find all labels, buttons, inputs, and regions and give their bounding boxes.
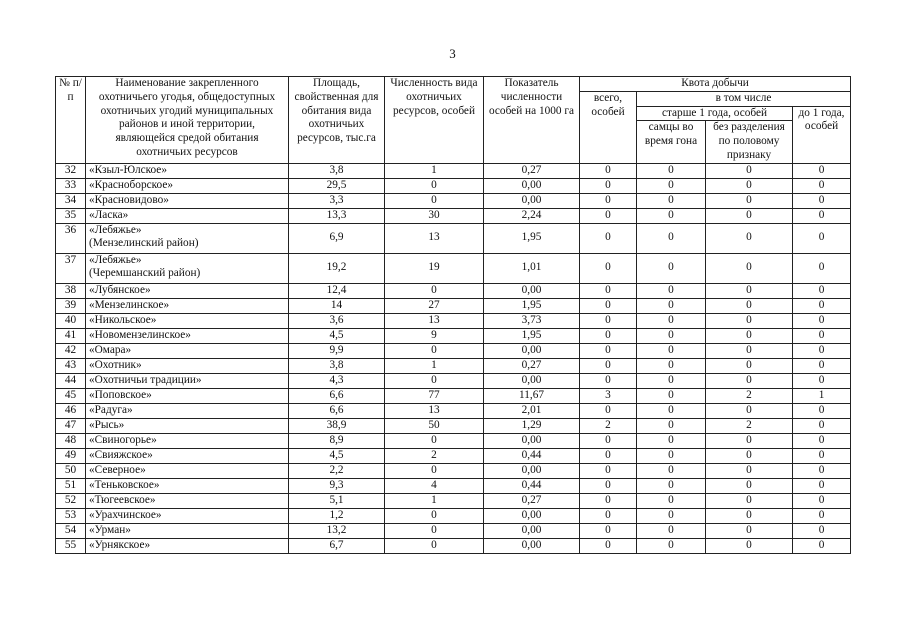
- header-name: Наименование закрепленного охотничьего угодья, общедоступных охотничьих угодий муниципальных районов и иной территории, являющейся средой обитания охотничьих ресурсов: [86, 77, 289, 164]
- header-nosex: без разделения по половому признаку: [706, 121, 793, 163]
- cell-name: [86, 388, 289, 403]
- cell-total: 2: [580, 418, 637, 433]
- cell-density: 0,00: [484, 373, 580, 388]
- header-including: в том числе: [637, 91, 851, 106]
- header-total: всего, особей: [580, 91, 637, 163]
- cell-name: [86, 163, 289, 178]
- cell-nosex: 0: [706, 163, 793, 178]
- cell-density: 0,00: [484, 283, 580, 298]
- cell-males: 0: [637, 298, 706, 313]
- cell-name: [86, 433, 289, 448]
- cell-area: 9,9: [289, 343, 385, 358]
- cell-nosex: 0: [706, 448, 793, 463]
- cell-no: 49: [56, 448, 86, 463]
- cell-no: 54: [56, 523, 86, 538]
- table-row: [56, 388, 851, 403]
- cell-total: 0: [580, 343, 637, 358]
- cell-name-text: «Северное»: [89, 463, 146, 476]
- table-row: [56, 208, 851, 223]
- cell-total: 0: [580, 313, 637, 328]
- cell-males: 0: [637, 508, 706, 523]
- cell-density: 2,01: [484, 403, 580, 418]
- cell-density: 0,00: [484, 193, 580, 208]
- table-header: [56, 77, 851, 164]
- cell-nosex: 0: [706, 478, 793, 493]
- cell-area: 1,2: [289, 508, 385, 523]
- table-row: [56, 538, 851, 553]
- cell-name: [86, 283, 289, 298]
- header-area: Площадь, свойственная для обитания вида охотничьих ресурсов, тыс.га: [289, 77, 385, 164]
- cell-density: 0,27: [484, 493, 580, 508]
- cell-under1: 0: [793, 193, 851, 208]
- cell-name-text: «Радуга»: [89, 403, 133, 416]
- cell-males: 0: [637, 193, 706, 208]
- cell-density: 0,27: [484, 358, 580, 373]
- header-no: № п/п: [56, 77, 86, 164]
- cell-total: 0: [580, 178, 637, 193]
- cell-no: 55: [56, 538, 86, 553]
- cell-under1: 0: [793, 433, 851, 448]
- cell-total: 0: [580, 478, 637, 493]
- cell-name-text: «Лубянское»: [89, 283, 151, 296]
- cell-area: 4,3: [289, 373, 385, 388]
- cell-males: 0: [637, 163, 706, 178]
- cell-area: 4,5: [289, 448, 385, 463]
- table-row: [56, 523, 851, 538]
- cell-name-text: «Мензелинское»: [89, 298, 170, 311]
- cell-count: 4: [385, 478, 484, 493]
- cell-total: 0: [580, 208, 637, 223]
- cell-count: 1: [385, 163, 484, 178]
- cell-count: 0: [385, 283, 484, 298]
- cell-name: [86, 478, 289, 493]
- page-number: 3: [449, 46, 456, 61]
- cell-name-text: «Новомензелинское»: [89, 328, 191, 341]
- cell-count: 13: [385, 403, 484, 418]
- cell-density: 0,27: [484, 163, 580, 178]
- cell-name: [86, 463, 289, 478]
- cell-density: 2,24: [484, 208, 580, 223]
- cell-under1: 0: [793, 163, 851, 178]
- cell-males: 0: [637, 538, 706, 553]
- cell-density: 1,95: [484, 328, 580, 343]
- cell-males: 0: [637, 448, 706, 463]
- cell-name-text: «Охотник»: [89, 358, 142, 371]
- cell-area: 2,2: [289, 463, 385, 478]
- cell-nosex: 0: [706, 193, 793, 208]
- cell-name-text: «Свиногорье»: [89, 433, 157, 446]
- header-under1: до 1 года, особей: [793, 106, 851, 163]
- cell-area: 19,2: [289, 253, 385, 283]
- table-row: [56, 283, 851, 298]
- cell-nosex: 0: [706, 223, 793, 253]
- cell-density: 0,00: [484, 343, 580, 358]
- cell-nosex: 0: [706, 373, 793, 388]
- table-row: [56, 478, 851, 493]
- cell-name: [86, 538, 289, 553]
- cell-under1: 0: [793, 178, 851, 193]
- cell-under1: 0: [793, 223, 851, 253]
- cell-name: [86, 223, 289, 253]
- cell-name-text: «Урнякское»: [89, 538, 151, 551]
- cell-name: [86, 508, 289, 523]
- cell-name-text: «Красновидово»: [89, 193, 169, 206]
- cell-area: 3,3: [289, 193, 385, 208]
- header-older: старше 1 года, особей: [637, 106, 793, 121]
- table-row: [56, 463, 851, 478]
- cell-name: [86, 193, 289, 208]
- cell-area: 3,8: [289, 163, 385, 178]
- table-row: [56, 493, 851, 508]
- cell-name-text: «Ласка»: [89, 208, 129, 221]
- cell-nosex: 0: [706, 343, 793, 358]
- cell-name-text: «Тюгеевское»: [89, 493, 156, 506]
- cell-nosex: 0: [706, 328, 793, 343]
- cell-total: 0: [580, 283, 637, 298]
- cell-density: 1,95: [484, 298, 580, 313]
- cell-area: 12,4: [289, 283, 385, 298]
- cell-density: 0,44: [484, 448, 580, 463]
- cell-count: 0: [385, 193, 484, 208]
- cell-under1: 0: [793, 448, 851, 463]
- cell-nosex: 0: [706, 298, 793, 313]
- cell-density: 1,01: [484, 253, 580, 283]
- cell-name-text: «Никольское»: [89, 313, 157, 326]
- table-row: [56, 328, 851, 343]
- cell-name: [86, 448, 289, 463]
- cell-name: [86, 493, 289, 508]
- cell-no: 39: [56, 298, 86, 313]
- cell-males: 0: [637, 373, 706, 388]
- cell-count: 0: [385, 373, 484, 388]
- cell-males: 0: [637, 388, 706, 403]
- cell-count: 0: [385, 508, 484, 523]
- cell-nosex: 0: [706, 358, 793, 373]
- cell-no: 38: [56, 283, 86, 298]
- cell-males: 0: [637, 358, 706, 373]
- cell-nosex: 0: [706, 433, 793, 448]
- cell-name-text: «Лебяжье»: [89, 253, 142, 266]
- cell-count: 77: [385, 388, 484, 403]
- cell-no: 53: [56, 508, 86, 523]
- cell-area: 6,7: [289, 538, 385, 553]
- cell-under1: 0: [793, 253, 851, 283]
- cell-count: 50: [385, 418, 484, 433]
- cell-under1: 0: [793, 298, 851, 313]
- cell-under1: 0: [793, 538, 851, 553]
- cell-count: 27: [385, 298, 484, 313]
- cell-under1: 0: [793, 343, 851, 358]
- cell-area: 6,6: [289, 403, 385, 418]
- cell-density: 1,29: [484, 418, 580, 433]
- table-row: [56, 373, 851, 388]
- cell-name-text: «Лебяжье»: [89, 223, 142, 236]
- cell-count: 0: [385, 178, 484, 193]
- header-males: самцы во время гона: [637, 121, 706, 163]
- cell-nosex: 0: [706, 313, 793, 328]
- cell-total: 0: [580, 463, 637, 478]
- cell-no: 51: [56, 478, 86, 493]
- cell-density: 0,00: [484, 523, 580, 538]
- cell-total: 0: [580, 433, 637, 448]
- cell-nosex: 0: [706, 208, 793, 223]
- cell-nosex: 2: [706, 388, 793, 403]
- header-count: Численность вида охотничьих ресурсов, особей: [385, 77, 484, 164]
- cell-males: 0: [637, 493, 706, 508]
- cell-total: 0: [580, 493, 637, 508]
- cell-name: [86, 178, 289, 193]
- cell-area: 6,6: [289, 388, 385, 403]
- cell-area: 3,8: [289, 358, 385, 373]
- cell-no: 50: [56, 463, 86, 478]
- cell-no: 48: [56, 433, 86, 448]
- cell-count: 0: [385, 463, 484, 478]
- cell-no: 43: [56, 358, 86, 373]
- cell-density: 0,00: [484, 508, 580, 523]
- cell-no: 34: [56, 193, 86, 208]
- cell-under1: 0: [793, 373, 851, 388]
- cell-under1: 0: [793, 493, 851, 508]
- cell-name-text: «Красноборское»: [89, 178, 173, 191]
- cell-males: 0: [637, 463, 706, 478]
- cell-no: 35: [56, 208, 86, 223]
- cell-nosex: 0: [706, 493, 793, 508]
- cell-under1: 0: [793, 418, 851, 433]
- cell-nosex: 0: [706, 463, 793, 478]
- cell-no: 41: [56, 328, 86, 343]
- cell-no: 32: [56, 163, 86, 178]
- cell-count: 13: [385, 313, 484, 328]
- cell-density: 0,00: [484, 538, 580, 553]
- cell-name-text: «Теньковское»: [89, 478, 160, 491]
- cell-total: 0: [580, 538, 637, 553]
- cell-under1: 0: [793, 208, 851, 223]
- cell-total: 0: [580, 193, 637, 208]
- cell-density: 0,44: [484, 478, 580, 493]
- cell-name: [86, 253, 289, 283]
- cell-total: 0: [580, 163, 637, 178]
- quota-table: [55, 76, 851, 554]
- header-density: Показатель численности особей на 1000 га: [484, 77, 580, 164]
- cell-count: 0: [385, 538, 484, 553]
- cell-males: 0: [637, 253, 706, 283]
- cell-nosex: 2: [706, 418, 793, 433]
- cell-area: 38,9: [289, 418, 385, 433]
- cell-total: 0: [580, 328, 637, 343]
- cell-under1: 1: [793, 388, 851, 403]
- header-quota: Квота добычи: [580, 77, 851, 92]
- cell-no: 46: [56, 403, 86, 418]
- cell-total: 0: [580, 448, 637, 463]
- cell-nosex: 0: [706, 178, 793, 193]
- cell-no: 52: [56, 493, 86, 508]
- cell-name-text: «Свияжское»: [89, 448, 153, 461]
- cell-name: [86, 343, 289, 358]
- cell-males: 0: [637, 178, 706, 193]
- cell-under1: 0: [793, 313, 851, 328]
- cell-under1: 0: [793, 523, 851, 538]
- cell-area: 4,5: [289, 328, 385, 343]
- cell-name-text: «Поповское»: [89, 388, 152, 401]
- cell-males: 0: [637, 328, 706, 343]
- cell-males: 0: [637, 433, 706, 448]
- cell-males: 0: [637, 418, 706, 433]
- cell-name-text: «Урман»: [89, 523, 131, 536]
- cell-name-district: (Черемшанский район): [89, 267, 201, 280]
- cell-name: [86, 523, 289, 538]
- cell-area: 13,2: [289, 523, 385, 538]
- cell-count: 0: [385, 523, 484, 538]
- cell-under1: 0: [793, 358, 851, 373]
- cell-name-text: «Рысь»: [89, 418, 125, 431]
- table-row: [56, 433, 851, 448]
- cell-nosex: 0: [706, 403, 793, 418]
- cell-count: 2: [385, 448, 484, 463]
- table-row: [56, 403, 851, 418]
- cell-name: [86, 208, 289, 223]
- cell-no: 47: [56, 418, 86, 433]
- cell-area: 13,3: [289, 208, 385, 223]
- cell-males: 0: [637, 223, 706, 253]
- cell-count: 0: [385, 433, 484, 448]
- cell-total: 0: [580, 403, 637, 418]
- cell-name-text: «Охотничьи традиции»: [89, 373, 202, 386]
- table-row: [56, 358, 851, 373]
- cell-area: 9,3: [289, 478, 385, 493]
- table-body: [56, 163, 851, 553]
- cell-density: 1,95: [484, 223, 580, 253]
- cell-males: 0: [637, 283, 706, 298]
- cell-name-text: «Омара»: [89, 343, 132, 356]
- cell-total: 0: [580, 298, 637, 313]
- cell-males: 0: [637, 208, 706, 223]
- cell-total: 0: [580, 523, 637, 538]
- cell-area: 5,1: [289, 493, 385, 508]
- cell-name: [86, 373, 289, 388]
- cell-density: 0,00: [484, 178, 580, 193]
- table-row: [56, 298, 851, 313]
- cell-under1: 0: [793, 508, 851, 523]
- cell-count: 30: [385, 208, 484, 223]
- table-row: [56, 313, 851, 328]
- cell-under1: 0: [793, 328, 851, 343]
- table-row: [56, 193, 851, 208]
- cell-nosex: 0: [706, 523, 793, 538]
- cell-area: 14: [289, 298, 385, 313]
- cell-total: 0: [580, 508, 637, 523]
- cell-count: 9: [385, 328, 484, 343]
- cell-total: 0: [580, 223, 637, 253]
- cell-total: 0: [580, 253, 637, 283]
- cell-count: 13: [385, 223, 484, 253]
- cell-name: [86, 418, 289, 433]
- cell-males: 0: [637, 343, 706, 358]
- cell-males: 0: [637, 523, 706, 538]
- cell-total: 3: [580, 388, 637, 403]
- cell-area: 6,9: [289, 223, 385, 253]
- cell-density: 0,00: [484, 463, 580, 478]
- cell-no: 44: [56, 373, 86, 388]
- cell-no: 33: [56, 178, 86, 193]
- table-row: [56, 448, 851, 463]
- cell-under1: 0: [793, 478, 851, 493]
- table-row: [56, 163, 851, 178]
- cell-count: 1: [385, 493, 484, 508]
- cell-count: 19: [385, 253, 484, 283]
- cell-under1: 0: [793, 283, 851, 298]
- cell-nosex: 0: [706, 283, 793, 298]
- cell-total: 0: [580, 373, 637, 388]
- cell-nosex: 0: [706, 508, 793, 523]
- cell-under1: 0: [793, 463, 851, 478]
- cell-name: [86, 313, 289, 328]
- cell-under1: 0: [793, 403, 851, 418]
- cell-no: 42: [56, 343, 86, 358]
- table-row: [56, 343, 851, 358]
- cell-no: 40: [56, 313, 86, 328]
- table-row: [56, 418, 851, 433]
- cell-name-text: «Урахчинское»: [89, 508, 162, 521]
- cell-density: 3,73: [484, 313, 580, 328]
- cell-males: 0: [637, 313, 706, 328]
- cell-no: 36: [56, 223, 86, 253]
- cell-males: 0: [637, 403, 706, 418]
- table-row: [56, 253, 851, 283]
- table-row: [56, 508, 851, 523]
- cell-count: 1: [385, 358, 484, 373]
- cell-density: 11,67: [484, 388, 580, 403]
- table-row: [56, 178, 851, 193]
- cell-name: [86, 358, 289, 373]
- cell-name-text: «Кзыл-Юлское»: [89, 163, 167, 176]
- cell-name: [86, 403, 289, 418]
- cell-nosex: 0: [706, 538, 793, 553]
- cell-total: 0: [580, 358, 637, 373]
- cell-count: 0: [385, 343, 484, 358]
- cell-area: 29,5: [289, 178, 385, 193]
- cell-name: [86, 298, 289, 313]
- cell-name: [86, 328, 289, 343]
- cell-name-district: (Мензелинский район): [89, 237, 199, 250]
- cell-males: 0: [637, 478, 706, 493]
- cell-density: 0,00: [484, 433, 580, 448]
- cell-no: 45: [56, 388, 86, 403]
- cell-nosex: 0: [706, 253, 793, 283]
- cell-area: 8,9: [289, 433, 385, 448]
- cell-no: 37: [56, 253, 86, 283]
- table-row: [56, 223, 851, 253]
- cell-area: 3,6: [289, 313, 385, 328]
